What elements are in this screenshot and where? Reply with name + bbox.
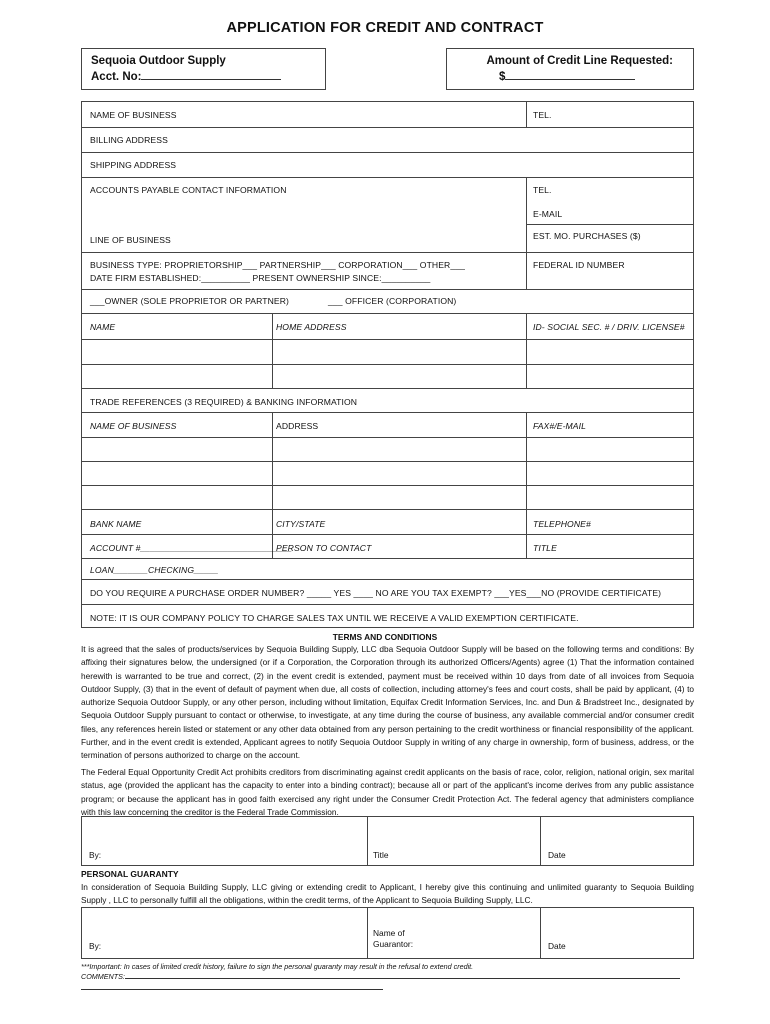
trade-col-address: ADDRESS (276, 421, 319, 431)
shipping-address-label: SHIPPING ADDRESS (90, 160, 177, 170)
personal-guaranty-text: In consideration of Sequoia Building Supply, LLC giving or extending credit to Applicant, I hereby give this continuing and unlimited guaranty to Sequoia Building Supply , LLC to personally fulfill all the obligations, within the credit terms, of the Applicant to Sequoia Building Supply, LLC. (81, 882, 694, 906)
guarantor-signature-box (81, 907, 694, 959)
owner-option[interactable]: ___OWNER (SOLE PROPRIETOR OR PARTNER) (90, 296, 290, 306)
owners-col-name: NAME (90, 322, 116, 332)
date-established-label: DATE FIRM ESTABLISHED:__________ PRESENT OWNERSHIP SINCE:__________ (90, 273, 431, 283)
bank-name-label: BANK NAME (90, 519, 142, 529)
line-of-business-label: LINE OF BUSINESS (90, 235, 171, 245)
officer-option[interactable]: ___ OFFICER (CORPORATION) (328, 296, 457, 306)
tel-label: TEL. (533, 110, 552, 120)
currency-sign: $ (499, 71, 506, 83)
account-number-label: ACCOUNT #_______________________________ (90, 543, 292, 553)
comments-label: COMMENTS: (81, 972, 125, 981)
personal-guaranty-title: PERSONAL GUARANTY (81, 869, 179, 879)
city-state-label: CITY/STATE (276, 519, 326, 529)
ap-contact-label: ACCOUNTS PAYABLE CONTACT INFORMATION (90, 185, 287, 195)
title-label: TITLE (533, 543, 557, 553)
terms-paragraph-1: It is agreed that the sales of products/services by Sequoia Building Supply, LLC dba Sequoia Outdoor Supply will be based on the following terms and conditions: By affixing their signatures below, the undersigned (or if a Corporation, the Corporation through its authorized Officers/Agents) agree (1) That the information contained herewith is warranted to be true and correct, (2) in the event credit is extended, payment must be received within 10 days from date of all invoices from Sequoia Outdoor Supply, (3) that in the event of default of payment when due, all costs of collection, including attorney's fees and court costs, shall be paid by applicant, (4) to authorize Sequoia Outdoor Supply, or any other person, including without limitation, Equifax Credit Information Services, Inc. and Dun & Bradstreet Inc., designated by Sequoia Outdoor Supply pursuant to contact or otherwise, to investigate, at any time during the course of business, any available commercial and/or consumer credit files, any references herein listed or statement or any other data obtained from any person pertaining to the credit worthiness or financial responsibility of the applicant. Further, and in the event credit is extended, Applicant agrees to notify Sequoia Outdoor Supply in writing of any charge in ownership, form of business, address, or the termination of persons authorized to charge on the account. (81, 644, 694, 761)
credit-line-field[interactable] (499, 69, 635, 85)
est-purchases-label: EST. MO. PURCHASES ($) (533, 231, 641, 241)
signature-date-field[interactable]: Date (548, 850, 566, 860)
trade-table-row[interactable] (82, 485, 693, 509)
form-title: APPLICATION FOR CREDIT AND CONTRACT (226, 20, 544, 36)
billing-address-label: BILLING ADDRESS (90, 135, 168, 145)
shipping-address-row[interactable] (82, 152, 693, 177)
purchase-order-row[interactable] (82, 579, 693, 604)
terms-title: TERMS AND CONDITIONS (332, 632, 438, 642)
guarantor-by-field[interactable]: By: (89, 941, 102, 951)
owners-table-row[interactable] (82, 339, 693, 364)
bank-row[interactable] (82, 509, 693, 534)
owners-col-id: ID- SOCIAL SEC. # / DRIV. LICENSE# (533, 322, 685, 332)
acct-number-field[interactable] (91, 69, 281, 85)
credit-line-box (446, 48, 694, 90)
tel2-label: TEL. (533, 185, 552, 195)
trade-references-title-row (82, 388, 693, 412)
account-row[interactable] (82, 534, 693, 558)
trade-col-fax: FAX#/E-MAIL (533, 421, 586, 431)
owners-table-header (82, 313, 693, 339)
account-box (81, 48, 326, 90)
trade-table-row[interactable] (82, 461, 693, 485)
application-form-grid (81, 101, 694, 628)
purchase-order-question: DO YOU REQUIRE A PURCHASE ORDER NUMBER? _____ YES ____ NO ARE YOU TAX EXEMPT? ___YES___NO (PROVIDE CERTIFICATE) (90, 588, 662, 598)
comments-line-2[interactable] (81, 989, 383, 990)
signature-box (81, 816, 694, 866)
credit-line-label: Amount of Credit Line Requested: (486, 55, 673, 67)
signature-title-field[interactable]: Title (373, 850, 389, 860)
comments-field[interactable] (81, 971, 680, 981)
business-type-row[interactable] (82, 252, 693, 289)
acct-label: Acct. No: (91, 71, 142, 83)
sales-tax-note: NOTE: IT IS OUR COMPANY POLICY TO CHARGE SALES TAX UNTIL WE RECEIVE A VALID EXEMPTION CERTIFICATE. (90, 613, 579, 623)
trade-table-header (82, 412, 693, 437)
email-label: E-MAIL (533, 209, 563, 219)
person-to-contact-label: PERSON TO CONTACT (276, 543, 372, 553)
trade-col-name: NAME OF BUSINESS (90, 421, 177, 431)
loan-checking-label: LOAN_______CHECKING_____ (90, 565, 219, 575)
important-note: ***Important: In cases of limited credit history, failure to sign the personal guaranty may result in the refusal to extend credit. (81, 962, 474, 971)
guarantor-name-of-label[interactable]: Name of (373, 928, 405, 938)
owners-col-address: HOME ADDRESS (276, 322, 347, 332)
business-name-row[interactable] (82, 101, 693, 127)
trade-references-title: TRADE REFERENCES (3 REQUIRED) & BANKING INFORMATION (90, 397, 358, 407)
guarantor-date-field[interactable]: Date (548, 941, 566, 951)
signature-by-field[interactable]: By: (89, 850, 102, 860)
loan-checking-row[interactable] (82, 558, 693, 579)
sales-tax-note-row (82, 604, 693, 628)
company-name: Sequoia Outdoor Supply (91, 55, 226, 67)
owners-table-row[interactable] (82, 364, 693, 388)
owner-officer-row[interactable] (82, 289, 693, 313)
business-type-label: BUSINESS TYPE: PROPRIETORSHIP___ PARTNERSHIP___ CORPORATION___ OTHER___ (90, 260, 465, 270)
federal-id-label: FEDERAL ID NUMBER (533, 260, 625, 270)
guarantor-label[interactable]: Guarantor: (373, 939, 414, 949)
billing-address-row[interactable] (82, 127, 693, 152)
ap-contact-row[interactable] (82, 177, 693, 252)
telephone-label: TELEPHONE# (533, 519, 591, 529)
terms-paragraph-2: The Federal Equal Opportunity Credit Act prohibits creditors from discriminating against credit applicants on the basis of race, color, religion, national origin, sex marital status, age (provided the applicant has the capacity to enter into a binding contract); because all or part of the applicant's income derives from any public assistance program; or because the applicant has in good faith exercised any right under the Consumer Credit Protection Act. The federal agency that administers compliance with this law concerning the creditor is the Federal Trade Commission. (81, 767, 694, 817)
business-name-label: NAME OF BUSINESS (90, 110, 177, 120)
trade-table-row[interactable] (82, 437, 693, 461)
